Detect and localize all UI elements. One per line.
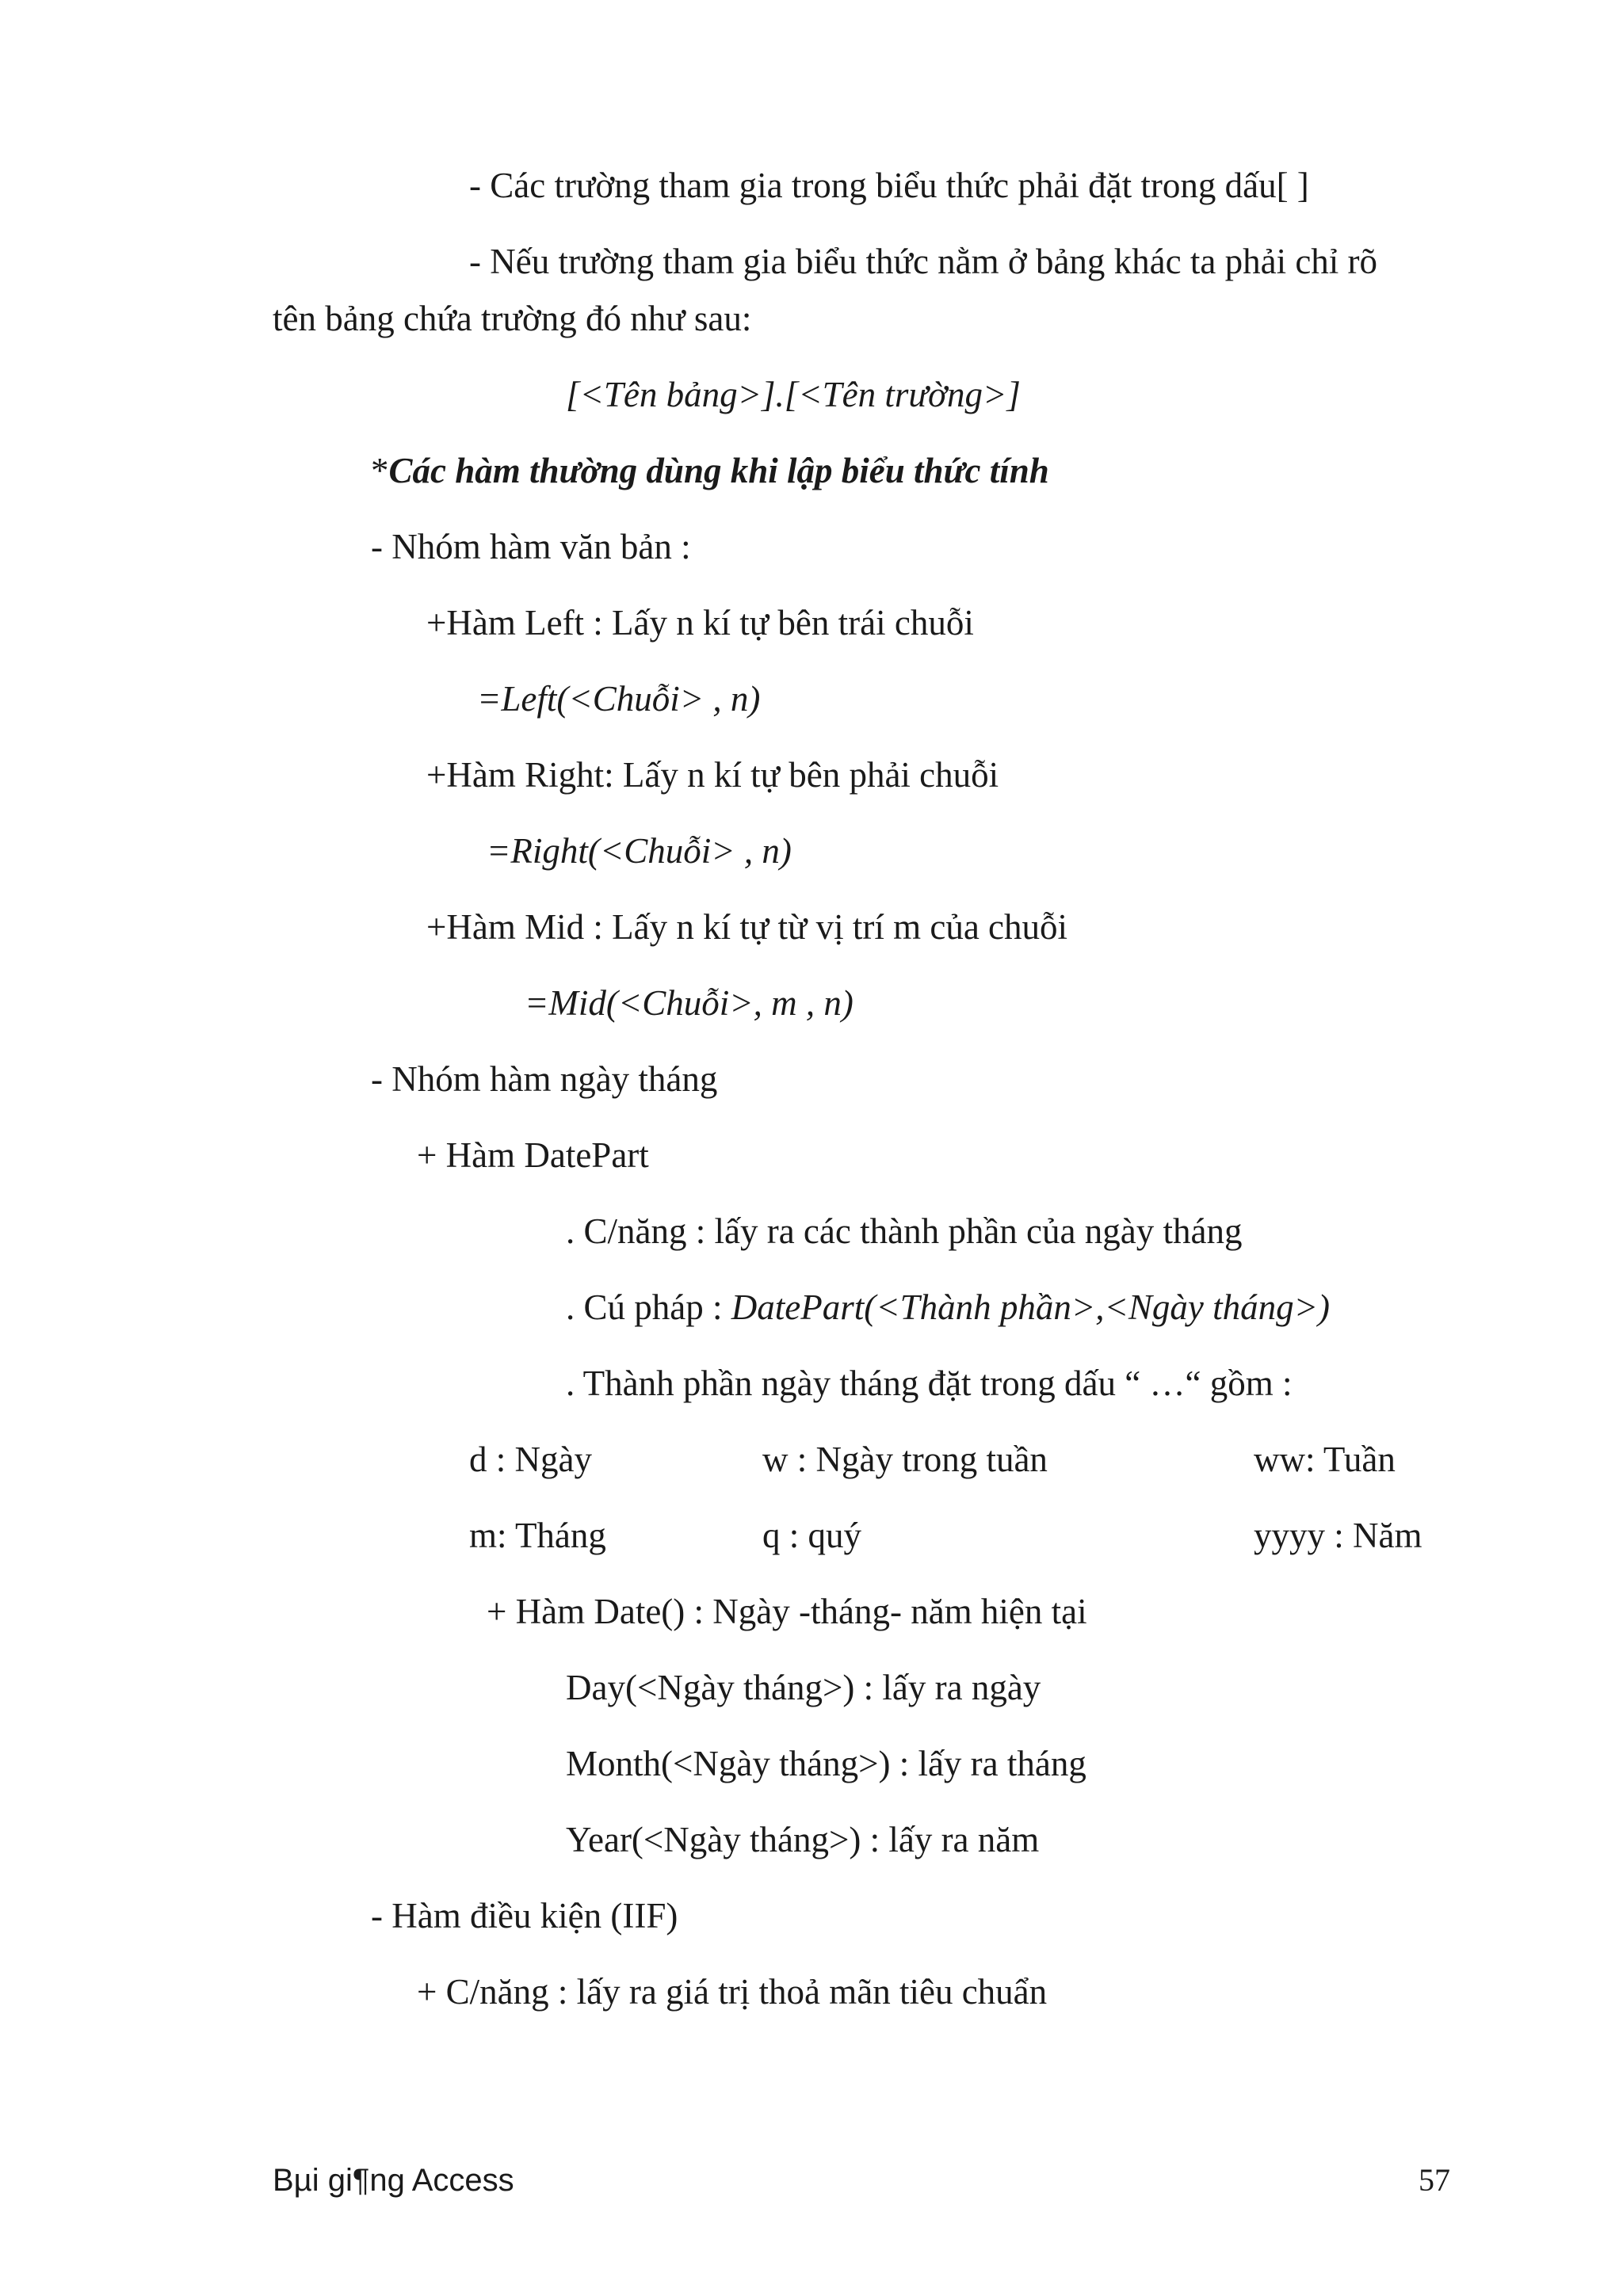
- text-line: - Nếu trường tham gia biểu thức nằm ở bảng khác ta phải chỉ rõ: [469, 242, 1378, 281]
- text-line: . Thành phần ngày tháng đặt trong dấu “ …“ gồm :: [566, 1363, 1293, 1403]
- syntax-formula: DatePart(<Thành phần>,<Ngày tháng>): [731, 1287, 1330, 1327]
- code-cell: q : quý: [762, 1516, 862, 1555]
- text-line: Year(<Ngày tháng>) : lấy ra năm: [566, 1820, 1040, 1859]
- footer-title: Bµi gi¶ng Access: [273, 2163, 514, 2198]
- code-cell: m: Tháng: [469, 1516, 606, 1555]
- formula-line: =Right(<Chuỗi> , n): [487, 831, 792, 871]
- section-heading: [371, 453, 1049, 489]
- field-reference-syntax: [<Tên bảng>].[<Tên trường>]: [566, 375, 1021, 414]
- code-cell: d : Ngày: [469, 1440, 592, 1479]
- code-cell: ww: Tuần: [1254, 1440, 1396, 1479]
- text-line: + Hàm DatePart: [417, 1135, 649, 1175]
- text-line: + Hàm Date() : Ngày -tháng- năm hiện tại: [487, 1592, 1087, 1631]
- text-line: +Hàm Right: Lấy n kí tự bên phải chuỗi: [426, 755, 999, 795]
- text-line: Day(<Ngày tháng>) : lấy ra ngày: [566, 1668, 1041, 1707]
- text-line: - Các trường tham gia trong biểu thức phải đặt trong dấu[ ]: [469, 166, 1309, 205]
- code-cell: yyyy : Năm: [1254, 1516, 1423, 1555]
- code-cell: w : Ngày trong tuần: [762, 1440, 1048, 1479]
- text-line: +Hàm Left : Lấy n kí tự bên trái chuỗi: [426, 603, 974, 643]
- text-line: tên bảng chứa trường đó như sau:: [273, 299, 752, 338]
- formula-line: =Mid(<Chuỗi>, m , n): [525, 983, 854, 1023]
- heading-star: *: [371, 451, 389, 490]
- page-number: 57: [1419, 2162, 1450, 2198]
- heading-text: Các hàm thường dùng khi lập biểu thức tính: [388, 451, 1049, 490]
- text-line: - Hàm điều kiện (IIF): [371, 1896, 678, 1936]
- formula-line: =Left(<Chuỗi> , n): [477, 679, 761, 719]
- text-line: . C/năng : lấy ra các thành phần của ngày tháng: [566, 1211, 1243, 1251]
- text-line: [566, 1287, 1330, 1327]
- syntax-label: . Cú pháp :: [566, 1287, 731, 1327]
- text-line: Month(<Ngày tháng>) : lấy ra tháng: [566, 1744, 1086, 1783]
- text-line: - Nhóm hàm văn bản :: [371, 527, 691, 566]
- text-line: - Nhóm hàm ngày tháng: [371, 1059, 718, 1099]
- text-line: +Hàm Mid : Lấy n kí tự từ vị trí m của chuỗi: [426, 907, 1068, 947]
- text-line: + C/năng : lấy ra giá trị thoả mãn tiêu chuẩn: [417, 1972, 1048, 2012]
